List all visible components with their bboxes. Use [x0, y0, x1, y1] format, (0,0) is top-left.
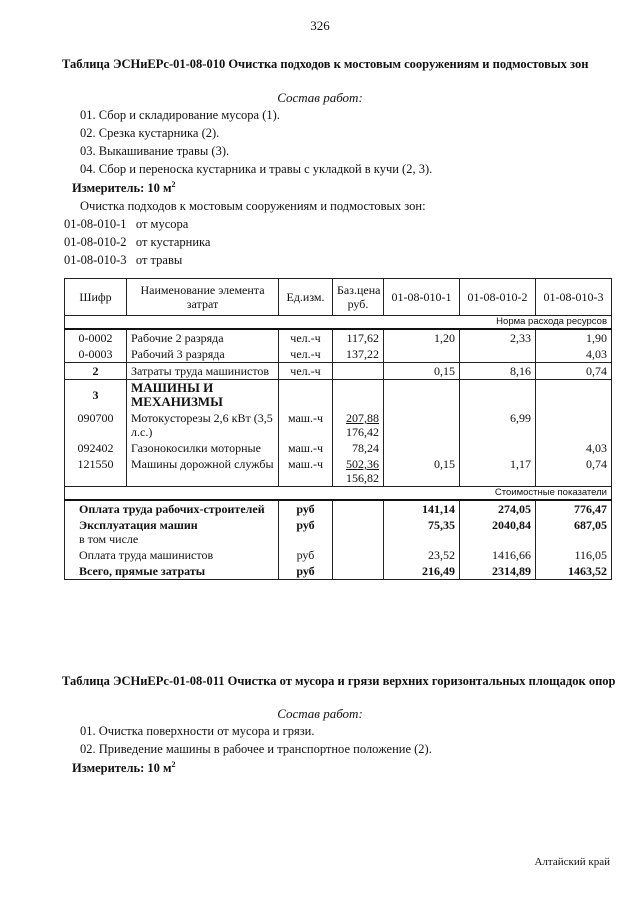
cell-value: 2314,89 — [460, 563, 536, 580]
work-item: 04. Сбор и переноска кустарника и травы с укладкой в кучи (2, 3). — [80, 162, 433, 176]
table-row — [65, 346, 612, 363]
cell-price: 117,62 — [333, 329, 384, 346]
work-item: 02. Приведение машины в рабочее и транспортное положение (2). — [80, 742, 432, 756]
table-row — [65, 456, 612, 487]
cell-unit: руб — [279, 500, 333, 517]
cell-value — [536, 410, 612, 440]
cell-value — [460, 440, 536, 456]
cell-unit: руб — [279, 547, 333, 563]
cell-value: 1,17 — [460, 456, 536, 487]
intro-text: Очистка подходов к мостовым сооружениям и подмостовых зон: — [80, 199, 426, 213]
work-item: 01. Очистка поверхности от мусора и грязи. — [80, 724, 315, 738]
cell-price — [333, 363, 384, 380]
table-row — [65, 517, 612, 547]
cell-value: 274,05 — [460, 500, 536, 517]
cell-price: 207,88 176,42 — [333, 410, 384, 440]
cell-unit: чел.-ч — [279, 346, 333, 363]
header-name: Наименование элемента затрат — [127, 279, 279, 316]
cell-code: 0-0003 — [65, 346, 127, 363]
cell-value — [384, 346, 460, 363]
work-item: 01. Сбор и складирование мусора (1). — [80, 108, 280, 122]
table-row — [65, 500, 612, 517]
cell-code: 3 — [65, 380, 127, 411]
cost-name: Оплата труда рабочих-строителей — [65, 500, 279, 517]
cell-value: 1416,66 — [460, 547, 536, 563]
cell-unit: чел.-ч — [279, 363, 333, 380]
cell-unit: чел.-ч — [279, 329, 333, 346]
footer-region: Алтайский край — [534, 856, 610, 868]
header-col3: 01-08-010-3 — [536, 279, 612, 316]
cell-value: 1463,52 — [536, 563, 612, 580]
cell-value: 141,14 — [384, 500, 460, 517]
cell-code: 0-0002 — [65, 329, 127, 346]
cell-name: Затраты труда машинистов — [127, 363, 279, 380]
cell-value: 23,52 — [384, 547, 460, 563]
table-title: Таблица ЭСНиЕРс-01-08-010 Очистка подходов к мостовым сооружениям и подмостовых зон — [62, 57, 589, 71]
cell-code: 092402 — [65, 440, 127, 456]
cell-value: 4,03 — [536, 440, 612, 456]
cost-name: Эксплуатация машин в том числе — [65, 517, 279, 547]
cell-value: 8,16 — [460, 363, 536, 380]
cell-unit: маш.-ч — [279, 410, 333, 440]
cell-name: Рабочий 3 разряда — [127, 346, 279, 363]
cell-value: 216,49 — [384, 563, 460, 580]
cell-value: 776,47 — [536, 500, 612, 517]
cell-unit: руб — [279, 517, 333, 547]
cost-name: Всего, прямые затраты — [65, 563, 279, 580]
cell-value: 4,03 — [536, 346, 612, 363]
cost-label: Стоимостные показатели — [65, 487, 612, 501]
table-header-row — [65, 279, 612, 316]
cell-value: 2040,84 — [460, 517, 536, 547]
cell-value — [384, 440, 460, 456]
cell-unit: маш.-ч — [279, 440, 333, 456]
cell-unit: маш.-ч — [279, 456, 333, 487]
header-col2: 01-08-010-2 — [460, 279, 536, 316]
table-row — [65, 410, 612, 440]
cell-value: 75,35 — [384, 517, 460, 547]
works-heading: Состав работ: — [277, 90, 363, 105]
cell-value: 0,74 — [536, 363, 612, 380]
cell-value: 0,15 — [384, 363, 460, 380]
measure-unit: Измеритель: 10 $м^2$ — [72, 180, 176, 196]
norm-label: Норма расхода ресурсов — [65, 316, 612, 330]
cell-price: 502,36 156,82 — [333, 456, 384, 487]
header-col1: 01-08-010-1 — [384, 279, 460, 316]
cell-value: 1,20 — [384, 329, 460, 346]
page-number: 326 — [310, 18, 330, 33]
cell-value: 6,99 — [460, 410, 536, 440]
header-unit: Ед.изм. — [279, 279, 333, 316]
work-item: 02. Срезка кустарника (2). — [80, 126, 220, 140]
cell-unit: руб — [279, 563, 333, 580]
table-row — [65, 380, 612, 411]
cell-price: 78,24 — [333, 440, 384, 456]
cell-value: 116,05 — [536, 547, 612, 563]
cell-price: 137,22 — [333, 346, 384, 363]
cell-value — [384, 410, 460, 440]
cell-name: Рабочие 2 разряда — [127, 329, 279, 346]
cell-name: Мотокусторезы 2,6 кВт (3,5 л.с.) — [127, 410, 279, 440]
cell-code: 121550 — [65, 456, 127, 487]
cell-value: 1,90 — [536, 329, 612, 346]
table-row — [65, 329, 612, 346]
cell-name: Газонокосилки моторные — [127, 440, 279, 456]
cell-value: 0,15 — [384, 456, 460, 487]
cell-name: МАШИНЫ И МЕХАНИЗМЫ — [127, 380, 279, 411]
variant-row: 01-08-010-1 от мусора — [64, 217, 189, 231]
resource-table — [64, 278, 612, 580]
variant-row: 01-08-010-2 от кустарника — [64, 235, 211, 249]
header-price: Баз.цена руб. — [333, 279, 384, 316]
cell-value: 0,74 — [536, 456, 612, 487]
cell-value: 687,05 — [536, 517, 612, 547]
section-label-row — [65, 316, 612, 330]
works-heading: Состав работ: — [277, 706, 363, 721]
cell-value — [460, 346, 536, 363]
cell-name: Машины дорожной службы — [127, 456, 279, 487]
table-row — [65, 363, 612, 380]
section-label-row — [65, 487, 612, 501]
header-code: Шифр — [65, 279, 127, 316]
cell-value: 2,33 — [460, 329, 536, 346]
cell-code: 090700 — [65, 410, 127, 440]
table-title: Таблица ЭСНиЕРс-01-08-011 Очистка от мусора и грязи верхних горизонтальных площадок опор — [62, 674, 616, 688]
table-row — [65, 440, 612, 456]
cost-name: Оплата труда машинистов — [65, 547, 279, 563]
work-item: 03. Выкашивание травы (3). — [80, 144, 230, 158]
cell-code: 2 — [65, 363, 127, 380]
variant-row: 01-08-010-3 от травы — [64, 253, 183, 267]
measure-unit: Измеритель: 10 $м^2$ — [72, 760, 176, 776]
table-row — [65, 563, 612, 580]
table-row — [65, 547, 612, 563]
